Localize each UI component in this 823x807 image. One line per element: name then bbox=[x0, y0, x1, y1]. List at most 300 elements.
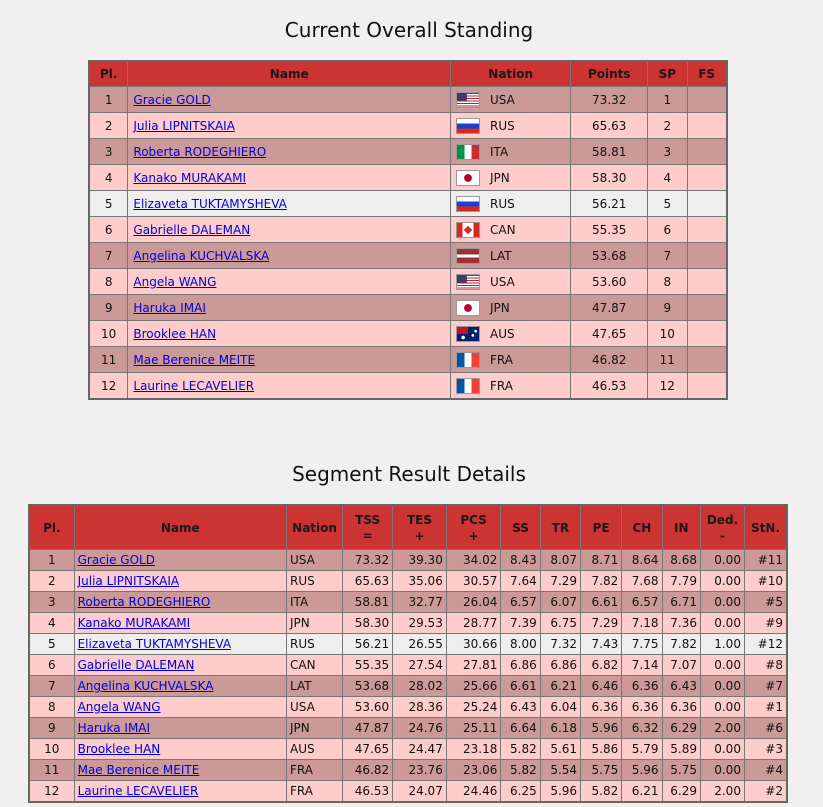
skater-link[interactable]: Angela WANG bbox=[133, 274, 217, 289]
pcs-cell: 24.46 bbox=[446, 781, 501, 803]
fs-cell bbox=[687, 373, 727, 400]
tes-cell: 29.53 bbox=[393, 613, 447, 634]
ss-cell: 6.64 bbox=[501, 718, 540, 739]
standing-row bbox=[89, 373, 727, 400]
result-row bbox=[29, 676, 787, 697]
pcs-cell: 25.11 bbox=[446, 718, 501, 739]
stn-cell: #1 bbox=[744, 697, 787, 718]
name-cell bbox=[74, 592, 286, 613]
tss-cell: 73.32 bbox=[343, 550, 393, 571]
ded-cell: 0.00 bbox=[701, 739, 745, 760]
name-cell bbox=[128, 165, 451, 191]
tr-cell: 5.61 bbox=[540, 739, 580, 760]
tes-cell: 32.77 bbox=[393, 592, 447, 613]
place-cell: 8 bbox=[29, 697, 74, 718]
ss-cell: 6.43 bbox=[501, 697, 540, 718]
pe-cell: 6.82 bbox=[581, 655, 622, 676]
name-cell bbox=[74, 676, 286, 697]
pe-cell: 7.82 bbox=[581, 571, 622, 592]
name-cell bbox=[128, 139, 451, 165]
nation-cell bbox=[451, 373, 571, 400]
in-cell: 7.07 bbox=[662, 655, 700, 676]
nation-cell bbox=[451, 321, 571, 347]
nation-code: JPN bbox=[490, 170, 510, 185]
pe-cell: 5.75 bbox=[581, 760, 622, 781]
ss-cell: 7.39 bbox=[501, 613, 540, 634]
ss-cell: 6.57 bbox=[501, 592, 540, 613]
ded-cell: 0.00 bbox=[701, 676, 745, 697]
place-cell: 5 bbox=[29, 634, 74, 655]
overall-standing-title: Current Overall Standing bbox=[284, 18, 534, 42]
skater-link[interactable]: Elizaveta TUKTAMYSHEVA bbox=[77, 637, 232, 651]
stn-cell: #6 bbox=[744, 718, 787, 739]
ch-cell: 7.18 bbox=[622, 613, 662, 634]
place-cell: 6 bbox=[29, 655, 74, 676]
fs-cell bbox=[687, 295, 727, 321]
nation-code: RUS bbox=[490, 118, 515, 133]
nation-code: JPN bbox=[490, 300, 510, 315]
skater-link[interactable]: Haruka IMAI bbox=[133, 300, 206, 315]
pe-cell: 6.46 bbox=[581, 676, 622, 697]
nation-cell: JPN bbox=[287, 718, 343, 739]
tes-cell: 24.07 bbox=[393, 781, 447, 803]
points-cell: 47.87 bbox=[571, 295, 648, 321]
nation-cell bbox=[451, 295, 571, 321]
tes-cell: 28.02 bbox=[393, 676, 447, 697]
sp-cell: 1 bbox=[648, 87, 687, 113]
points-cell: 47.65 bbox=[571, 321, 648, 347]
col-name: Name bbox=[74, 505, 286, 550]
jpn-flag-icon bbox=[456, 300, 480, 316]
name-cell bbox=[128, 295, 451, 321]
tss-cell: 55.35 bbox=[343, 655, 393, 676]
stn-cell: #12 bbox=[744, 634, 787, 655]
skater-link[interactable]: Mae Berenice MEITE bbox=[133, 352, 256, 367]
skater-link[interactable]: Haruka IMAI bbox=[77, 721, 151, 735]
fs-cell bbox=[687, 321, 727, 347]
fs-cell bbox=[687, 347, 727, 373]
in-cell: 5.75 bbox=[662, 760, 700, 781]
stn-cell: #2 bbox=[744, 781, 787, 803]
ch-cell: 6.32 bbox=[622, 718, 662, 739]
sp-cell: 6 bbox=[648, 217, 687, 243]
col-in: IN bbox=[662, 505, 700, 550]
pe-cell: 6.61 bbox=[581, 592, 622, 613]
col-nation: Nation bbox=[451, 61, 571, 87]
fs-cell bbox=[687, 87, 727, 113]
in-cell: 6.36 bbox=[662, 697, 700, 718]
nation-cell bbox=[451, 87, 571, 113]
place-cell: 10 bbox=[29, 739, 74, 760]
stn-cell: #10 bbox=[744, 571, 787, 592]
place-cell: 2 bbox=[29, 571, 74, 592]
nation-cell bbox=[451, 191, 571, 217]
standing-header-row bbox=[89, 61, 727, 87]
ded-cell: 0.00 bbox=[701, 760, 745, 781]
tr-cell: 6.18 bbox=[540, 718, 580, 739]
skater-link[interactable]: Laurine LECAVELIER bbox=[77, 784, 199, 798]
result-row bbox=[29, 571, 787, 592]
tr-cell: 5.96 bbox=[540, 781, 580, 803]
nation-code: ITA bbox=[490, 144, 509, 159]
stn-cell: #3 bbox=[744, 739, 787, 760]
in-cell: 8.68 bbox=[662, 550, 700, 571]
ss-cell: 6.25 bbox=[501, 781, 540, 803]
standing-row bbox=[89, 269, 727, 295]
name-cell bbox=[74, 697, 286, 718]
name-cell bbox=[74, 613, 286, 634]
result-row bbox=[29, 697, 787, 718]
sp-cell: 12 bbox=[648, 373, 687, 400]
points-cell: 65.63 bbox=[571, 113, 648, 139]
tes-cell: 24.47 bbox=[393, 739, 447, 760]
nation-code: FRA bbox=[490, 378, 513, 393]
ch-cell: 6.36 bbox=[622, 697, 662, 718]
tr-cell: 7.29 bbox=[540, 571, 580, 592]
sp-cell: 8 bbox=[648, 269, 687, 295]
in-cell: 6.29 bbox=[662, 781, 700, 803]
nation-cell bbox=[451, 165, 571, 191]
name-cell bbox=[128, 113, 451, 139]
fs-cell bbox=[687, 113, 727, 139]
tss-cell: 47.87 bbox=[343, 718, 393, 739]
name-cell bbox=[128, 87, 451, 113]
col-ded: Ded. - bbox=[701, 505, 745, 550]
ss-cell: 8.43 bbox=[501, 550, 540, 571]
ded-cell: 2.00 bbox=[701, 781, 745, 803]
tes-cell: 23.76 bbox=[393, 760, 447, 781]
standing-row bbox=[89, 217, 727, 243]
pe-cell: 7.29 bbox=[581, 613, 622, 634]
place-cell: 3 bbox=[29, 592, 74, 613]
name-cell bbox=[128, 269, 451, 295]
result-row bbox=[29, 634, 787, 655]
tes-cell: 35.06 bbox=[393, 571, 447, 592]
place-cell: 2 bbox=[89, 113, 128, 139]
result-row bbox=[29, 718, 787, 739]
col-ch: CH bbox=[622, 505, 662, 550]
col-sp: SP bbox=[648, 61, 687, 87]
ch-cell: 6.36 bbox=[622, 676, 662, 697]
ss-cell: 7.64 bbox=[501, 571, 540, 592]
tr-cell: 5.54 bbox=[540, 760, 580, 781]
ded-cell: 0.00 bbox=[701, 697, 745, 718]
tes-cell: 24.76 bbox=[393, 718, 447, 739]
tr-cell: 6.75 bbox=[540, 613, 580, 634]
col-points: Points bbox=[571, 61, 648, 87]
stn-cell: #7 bbox=[744, 676, 787, 697]
tss-cell: 46.53 bbox=[343, 781, 393, 803]
nation-code: USA bbox=[490, 92, 515, 107]
points-cell: 46.53 bbox=[571, 373, 648, 400]
points-cell: 46.82 bbox=[571, 347, 648, 373]
standing-row bbox=[89, 87, 727, 113]
nation-cell bbox=[451, 269, 571, 295]
sp-cell: 9 bbox=[648, 295, 687, 321]
name-cell bbox=[74, 571, 286, 592]
tes-cell: 39.30 bbox=[393, 550, 447, 571]
pe-cell: 5.86 bbox=[581, 739, 622, 760]
standing-row bbox=[89, 243, 727, 269]
in-cell: 7.82 bbox=[662, 634, 700, 655]
result-row bbox=[29, 739, 787, 760]
pe-cell: 6.36 bbox=[581, 697, 622, 718]
col-pcs: PCS + bbox=[446, 505, 501, 550]
place-cell: 10 bbox=[89, 321, 128, 347]
name-cell bbox=[128, 191, 451, 217]
nation-code: AUS bbox=[490, 326, 515, 341]
fs-cell bbox=[687, 217, 727, 243]
name-cell bbox=[128, 217, 451, 243]
pcs-cell: 26.04 bbox=[446, 592, 501, 613]
standing-row bbox=[89, 139, 727, 165]
pcs-cell: 23.18 bbox=[446, 739, 501, 760]
col-fs: FS bbox=[687, 61, 727, 87]
pcs-cell: 30.66 bbox=[446, 634, 501, 655]
ch-cell: 5.96 bbox=[622, 760, 662, 781]
skater-link[interactable]: Gracie GOLD bbox=[133, 92, 211, 107]
tr-cell: 8.07 bbox=[540, 550, 580, 571]
standing-row bbox=[89, 321, 727, 347]
skater-link[interactable]: Brooklee HAN bbox=[133, 326, 217, 341]
points-cell: 58.81 bbox=[571, 139, 648, 165]
tr-cell: 6.21 bbox=[540, 676, 580, 697]
place-cell: 4 bbox=[89, 165, 128, 191]
place-cell: 8 bbox=[89, 269, 128, 295]
segment-result-title: Segment Result Details bbox=[292, 462, 526, 486]
jpn-flag-icon bbox=[456, 170, 480, 186]
points-cell: 53.60 bbox=[571, 269, 648, 295]
lat-flag-icon bbox=[456, 248, 480, 264]
skater-link[interactable]: Angelina KUCHVALSKA bbox=[133, 248, 270, 263]
ss-cell: 5.82 bbox=[501, 739, 540, 760]
result-row bbox=[29, 613, 787, 634]
sp-cell: 3 bbox=[648, 139, 687, 165]
result-row bbox=[29, 550, 787, 571]
col-nation: Nation bbox=[287, 505, 343, 550]
ch-cell: 7.75 bbox=[622, 634, 662, 655]
place-cell: 7 bbox=[29, 676, 74, 697]
tr-cell: 6.86 bbox=[540, 655, 580, 676]
ch-cell: 5.79 bbox=[622, 739, 662, 760]
place-cell: 1 bbox=[29, 550, 74, 571]
place-cell: 6 bbox=[89, 217, 128, 243]
nation-code: CAN bbox=[490, 222, 516, 237]
fs-cell bbox=[687, 139, 727, 165]
result-row bbox=[29, 655, 787, 676]
name-cell bbox=[74, 739, 286, 760]
skater-link[interactable]: Gabrielle DALEMAN bbox=[77, 658, 195, 672]
sp-cell: 2 bbox=[648, 113, 687, 139]
ch-cell: 7.14 bbox=[622, 655, 662, 676]
tss-cell: 47.65 bbox=[343, 739, 393, 760]
ss-cell: 6.61 bbox=[501, 676, 540, 697]
nation-cell: LAT bbox=[287, 676, 343, 697]
points-cell: 55.35 bbox=[571, 217, 648, 243]
result-row bbox=[29, 592, 787, 613]
fs-cell bbox=[687, 165, 727, 191]
nation-cell bbox=[451, 217, 571, 243]
nation-cell: ITA bbox=[287, 592, 343, 613]
tss-cell: 53.60 bbox=[343, 697, 393, 718]
ch-cell: 7.68 bbox=[622, 571, 662, 592]
points-cell: 73.32 bbox=[571, 87, 648, 113]
place-cell: 5 bbox=[89, 191, 128, 217]
name-cell bbox=[128, 243, 451, 269]
place-cell: 11 bbox=[89, 347, 128, 373]
in-cell: 7.79 bbox=[662, 571, 700, 592]
tes-cell: 27.54 bbox=[393, 655, 447, 676]
fs-cell bbox=[687, 191, 727, 217]
rus-flag-icon bbox=[456, 118, 480, 134]
name-cell bbox=[128, 321, 451, 347]
place-cell: 12 bbox=[29, 781, 74, 803]
place-cell: 11 bbox=[29, 760, 74, 781]
col-stn: StN. bbox=[744, 505, 787, 550]
pcs-cell: 28.77 bbox=[446, 613, 501, 634]
place-cell: 9 bbox=[29, 718, 74, 739]
tr-cell: 7.32 bbox=[540, 634, 580, 655]
sp-cell: 11 bbox=[648, 347, 687, 373]
col-pl: Pl. bbox=[29, 505, 74, 550]
nation-cell: USA bbox=[287, 550, 343, 571]
pe-cell: 8.71 bbox=[581, 550, 622, 571]
ded-cell: 0.00 bbox=[701, 550, 745, 571]
points-cell: 56.21 bbox=[571, 191, 648, 217]
skater-link[interactable]: Angelina KUCHVALSKA bbox=[77, 679, 214, 693]
nation-cell: AUS bbox=[287, 739, 343, 760]
skater-link[interactable]: Brooklee HAN bbox=[77, 742, 161, 756]
nation-cell bbox=[451, 347, 571, 373]
tr-cell: 6.04 bbox=[540, 697, 580, 718]
nation-cell bbox=[451, 139, 571, 165]
nation-code: FRA bbox=[490, 352, 513, 367]
place-cell: 12 bbox=[89, 373, 128, 400]
place-cell: 1 bbox=[89, 87, 128, 113]
skater-link[interactable]: Gabrielle DALEMAN bbox=[133, 222, 251, 237]
skater-link[interactable]: Gracie GOLD bbox=[77, 553, 155, 567]
name-cell bbox=[74, 781, 286, 803]
tss-cell: 56.21 bbox=[343, 634, 393, 655]
place-cell: 9 bbox=[89, 295, 128, 321]
can-flag-icon bbox=[456, 222, 480, 238]
ss-cell: 5.82 bbox=[501, 760, 540, 781]
ded-cell: 0.00 bbox=[701, 613, 745, 634]
tss-cell: 46.82 bbox=[343, 760, 393, 781]
skater-link[interactable]: Laurine LECAVELIER bbox=[133, 378, 255, 393]
ch-cell: 6.21 bbox=[622, 781, 662, 803]
name-cell bbox=[128, 373, 451, 400]
skater-link[interactable]: Julia LIPNITSKAIA bbox=[77, 574, 180, 588]
nation-cell: FRA bbox=[287, 760, 343, 781]
pcs-cell: 27.81 bbox=[446, 655, 501, 676]
tes-cell: 26.55 bbox=[393, 634, 447, 655]
ita-flag-icon bbox=[456, 144, 480, 160]
sp-cell: 5 bbox=[648, 191, 687, 217]
tes-cell: 28.36 bbox=[393, 697, 447, 718]
fra-flag-icon bbox=[456, 378, 480, 394]
skater-link[interactable]: Kanako MURAKAMI bbox=[77, 616, 191, 630]
place-cell: 7 bbox=[89, 243, 128, 269]
stn-cell: #4 bbox=[744, 760, 787, 781]
nation-cell: FRA bbox=[287, 781, 343, 803]
pcs-cell: 30.57 bbox=[446, 571, 501, 592]
skater-link[interactable]: Mae Berenice MEITE bbox=[77, 763, 200, 777]
name-cell bbox=[74, 634, 286, 655]
in-cell: 6.43 bbox=[662, 676, 700, 697]
name-cell bbox=[74, 655, 286, 676]
tss-cell: 58.81 bbox=[343, 592, 393, 613]
pe-cell: 5.96 bbox=[581, 718, 622, 739]
tss-cell: 53.68 bbox=[343, 676, 393, 697]
standing-row bbox=[89, 295, 727, 321]
skater-link[interactable]: Roberta RODEGHIERO bbox=[133, 144, 267, 159]
col-tr: TR bbox=[540, 505, 580, 550]
sp-cell: 4 bbox=[648, 165, 687, 191]
pe-cell: 5.82 bbox=[581, 781, 622, 803]
col-tes: TES + bbox=[393, 505, 447, 550]
nation-cell bbox=[451, 113, 571, 139]
col-tss: TSS = bbox=[343, 505, 393, 550]
ded-cell: 2.00 bbox=[701, 718, 745, 739]
col-name: Name bbox=[128, 61, 451, 87]
name-cell bbox=[74, 718, 286, 739]
skater-link[interactable]: Kanako MURAKAMI bbox=[133, 170, 246, 185]
usa-flag-icon bbox=[456, 92, 480, 108]
skater-link[interactable]: Julia LIPNITSKAIA bbox=[133, 118, 235, 133]
fs-cell bbox=[687, 243, 727, 269]
tss-cell: 65.63 bbox=[343, 571, 393, 592]
in-cell: 5.89 bbox=[662, 739, 700, 760]
pcs-cell: 23.06 bbox=[446, 760, 501, 781]
ded-cell: 1.00 bbox=[701, 634, 745, 655]
tss-cell: 58.30 bbox=[343, 613, 393, 634]
overall-standing-table bbox=[88, 60, 728, 400]
standing-row bbox=[89, 347, 727, 373]
in-cell: 6.71 bbox=[662, 592, 700, 613]
pcs-cell: 34.02 bbox=[446, 550, 501, 571]
standing-row bbox=[89, 113, 727, 139]
stn-cell: #11 bbox=[744, 550, 787, 571]
ded-cell: 0.00 bbox=[701, 655, 745, 676]
aus-flag-icon bbox=[456, 326, 480, 342]
col-ss: SS bbox=[501, 505, 540, 550]
pe-cell: 7.43 bbox=[581, 634, 622, 655]
ch-cell: 8.64 bbox=[622, 550, 662, 571]
ss-cell: 6.86 bbox=[501, 655, 540, 676]
nation-code: USA bbox=[490, 274, 515, 289]
in-cell: 6.29 bbox=[662, 718, 700, 739]
skater-link[interactable]: Elizaveta TUKTAMYSHEVA bbox=[133, 196, 287, 211]
skater-link[interactable]: Angela WANG bbox=[77, 700, 161, 714]
ss-cell: 8.00 bbox=[501, 634, 540, 655]
usa-flag-icon bbox=[456, 274, 480, 290]
standing-row bbox=[89, 165, 727, 191]
nation-code: LAT bbox=[490, 248, 512, 263]
place-cell: 3 bbox=[89, 139, 128, 165]
segment-result-table bbox=[28, 504, 788, 803]
points-cell: 58.30 bbox=[571, 165, 648, 191]
sp-cell: 10 bbox=[648, 321, 687, 347]
nation-cell: RUS bbox=[287, 634, 343, 655]
nation-cell: CAN bbox=[287, 655, 343, 676]
skater-link[interactable]: Roberta RODEGHIERO bbox=[77, 595, 211, 609]
fra-flag-icon bbox=[456, 352, 480, 368]
col-pl: Pl. bbox=[89, 61, 128, 87]
ch-cell: 6.57 bbox=[622, 592, 662, 613]
points-cell: 53.68 bbox=[571, 243, 648, 269]
nation-cell: RUS bbox=[287, 571, 343, 592]
